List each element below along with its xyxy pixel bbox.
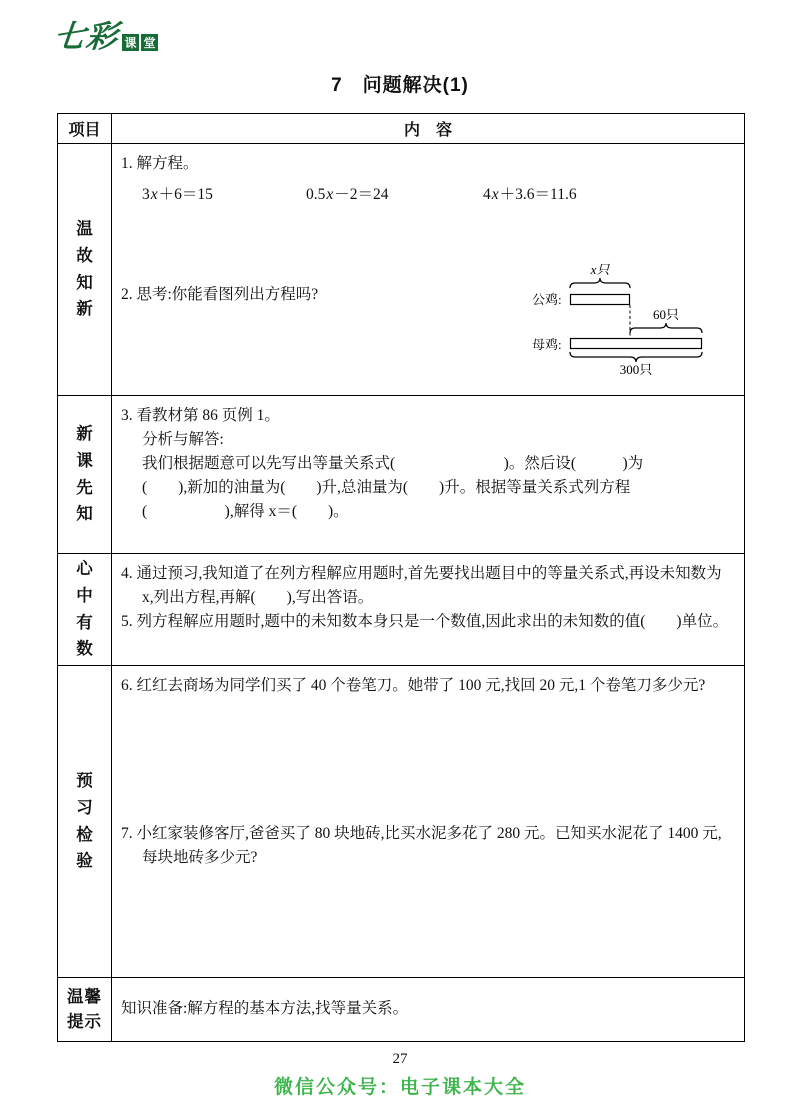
total-count-label: 300只: [619, 362, 653, 378]
row-newlesson: [58, 396, 745, 554]
eq2-post: －2＝24: [334, 186, 389, 204]
label-check-text: 预习检验: [76, 771, 93, 871]
label-cell-check: [58, 666, 112, 978]
content-review: [112, 144, 745, 396]
eq3-pre: 4: [483, 186, 491, 204]
q2-row: [121, 261, 732, 377]
eq1-pre: 3: [142, 186, 150, 204]
rooster-brace-icon: [570, 278, 630, 288]
row-check: [58, 666, 745, 978]
hen-bar: [571, 339, 702, 349]
logo-box-tang: 堂: [141, 34, 158, 51]
page-title: 7 问题解决(1): [331, 75, 469, 96]
row-tip: [58, 978, 745, 1042]
rooster-bar: [571, 295, 630, 305]
label-review-text: 温故知新: [76, 219, 93, 319]
logo-box-ke: 课: [122, 34, 139, 51]
q3-fill-line-3: ( ),解得 x＝( )。: [142, 503, 349, 521]
header-row: [58, 114, 745, 144]
extra-brace-icon: [630, 323, 702, 333]
equation-1: [142, 183, 306, 207]
logo-script-text: 七彩: [52, 19, 120, 55]
q3-fill-line-2: ( ),新加的油量为( )升,总油量为( )升。根据等量关系式列方程: [142, 479, 631, 497]
content-check: [112, 666, 745, 978]
q3-subtitle: 分析与解答:: [142, 431, 224, 449]
label-newlesson-text: 新课先知: [76, 424, 93, 524]
eq2-pre: 0.5: [306, 186, 326, 204]
q1-text: 1. 解方程。: [121, 155, 199, 172]
content-newlesson: [112, 396, 745, 554]
worksheet-table: [57, 113, 745, 1042]
tip-text: 知识准备:解方程的基本方法,找等量关系。: [121, 1000, 409, 1018]
header-content-col: 内 容: [112, 114, 745, 144]
q2-text: 2. 思考:你能看图列出方程吗?: [121, 286, 319, 304]
eq1-post: ＋6＝15: [158, 186, 213, 204]
content-tip: [112, 978, 745, 1042]
content-confidence: [112, 554, 745, 666]
hen-label: 母鸡:: [532, 337, 562, 353]
x-count-label: x只: [590, 262, 610, 278]
chicken-bar-diagram: [530, 261, 730, 377]
extra-count-label: 60只: [652, 307, 680, 323]
q3-text: 3. 看教材第 86 页例 1。: [121, 407, 280, 424]
q7-text: 7. 小红家装修客厅,爸爸买了 80 块地砖,比买水泥多花了 280 元。已知买水泥花了 1400 元,每块地砖多少元?: [121, 825, 722, 867]
label-tip-text: 温馨提示: [67, 986, 102, 1031]
label-confidence-text: 心中有数: [76, 559, 93, 659]
logo-boxes: [122, 34, 158, 53]
q3-fill-line-1: 我们根据题意可以先写出等量关系式( )。然后设( )为: [142, 455, 644, 473]
label-cell-confidence: [58, 554, 112, 666]
q5-text: 5. 列方程解应用题时,题中的未知数本身只是一个数值,因此求出的未知数的值( )单位。: [121, 613, 729, 631]
row-review: [58, 144, 745, 396]
page-number: 27: [392, 1051, 408, 1067]
row-confidence: [58, 554, 745, 666]
eq3-var: x: [491, 186, 499, 204]
eq2-var: x: [326, 186, 334, 204]
equation-3: [483, 183, 577, 207]
q6-text: 6. 红红去商场为同学们买了 40 个卷笔刀。她带了 100 元,找回 20 元,1 个卷笔刀多少元?: [121, 677, 706, 694]
eq3-post: ＋3.6＝11.6: [499, 186, 577, 204]
equation-2: [306, 183, 483, 207]
watermark-text: 微信公众号：电子课本大全: [273, 1077, 526, 1098]
label-cell-review: [58, 144, 112, 396]
label-cell-newlesson: [58, 396, 112, 554]
rooster-label: 公鸡:: [532, 292, 562, 308]
brand-logo: [52, 19, 158, 55]
eq1-var: x: [150, 186, 158, 204]
label-cell-tip: [58, 978, 112, 1042]
equations-row: [121, 183, 732, 207]
q4-text: 4. 通过预习,我知道了在列方程解应用题时,首先要找出题目中的等量关系式,再设未知数为 x,列出方程,再解( ),写出答语。: [121, 565, 722, 607]
header-item-col: 项目: [58, 114, 112, 144]
total-brace-icon: [570, 352, 702, 362]
